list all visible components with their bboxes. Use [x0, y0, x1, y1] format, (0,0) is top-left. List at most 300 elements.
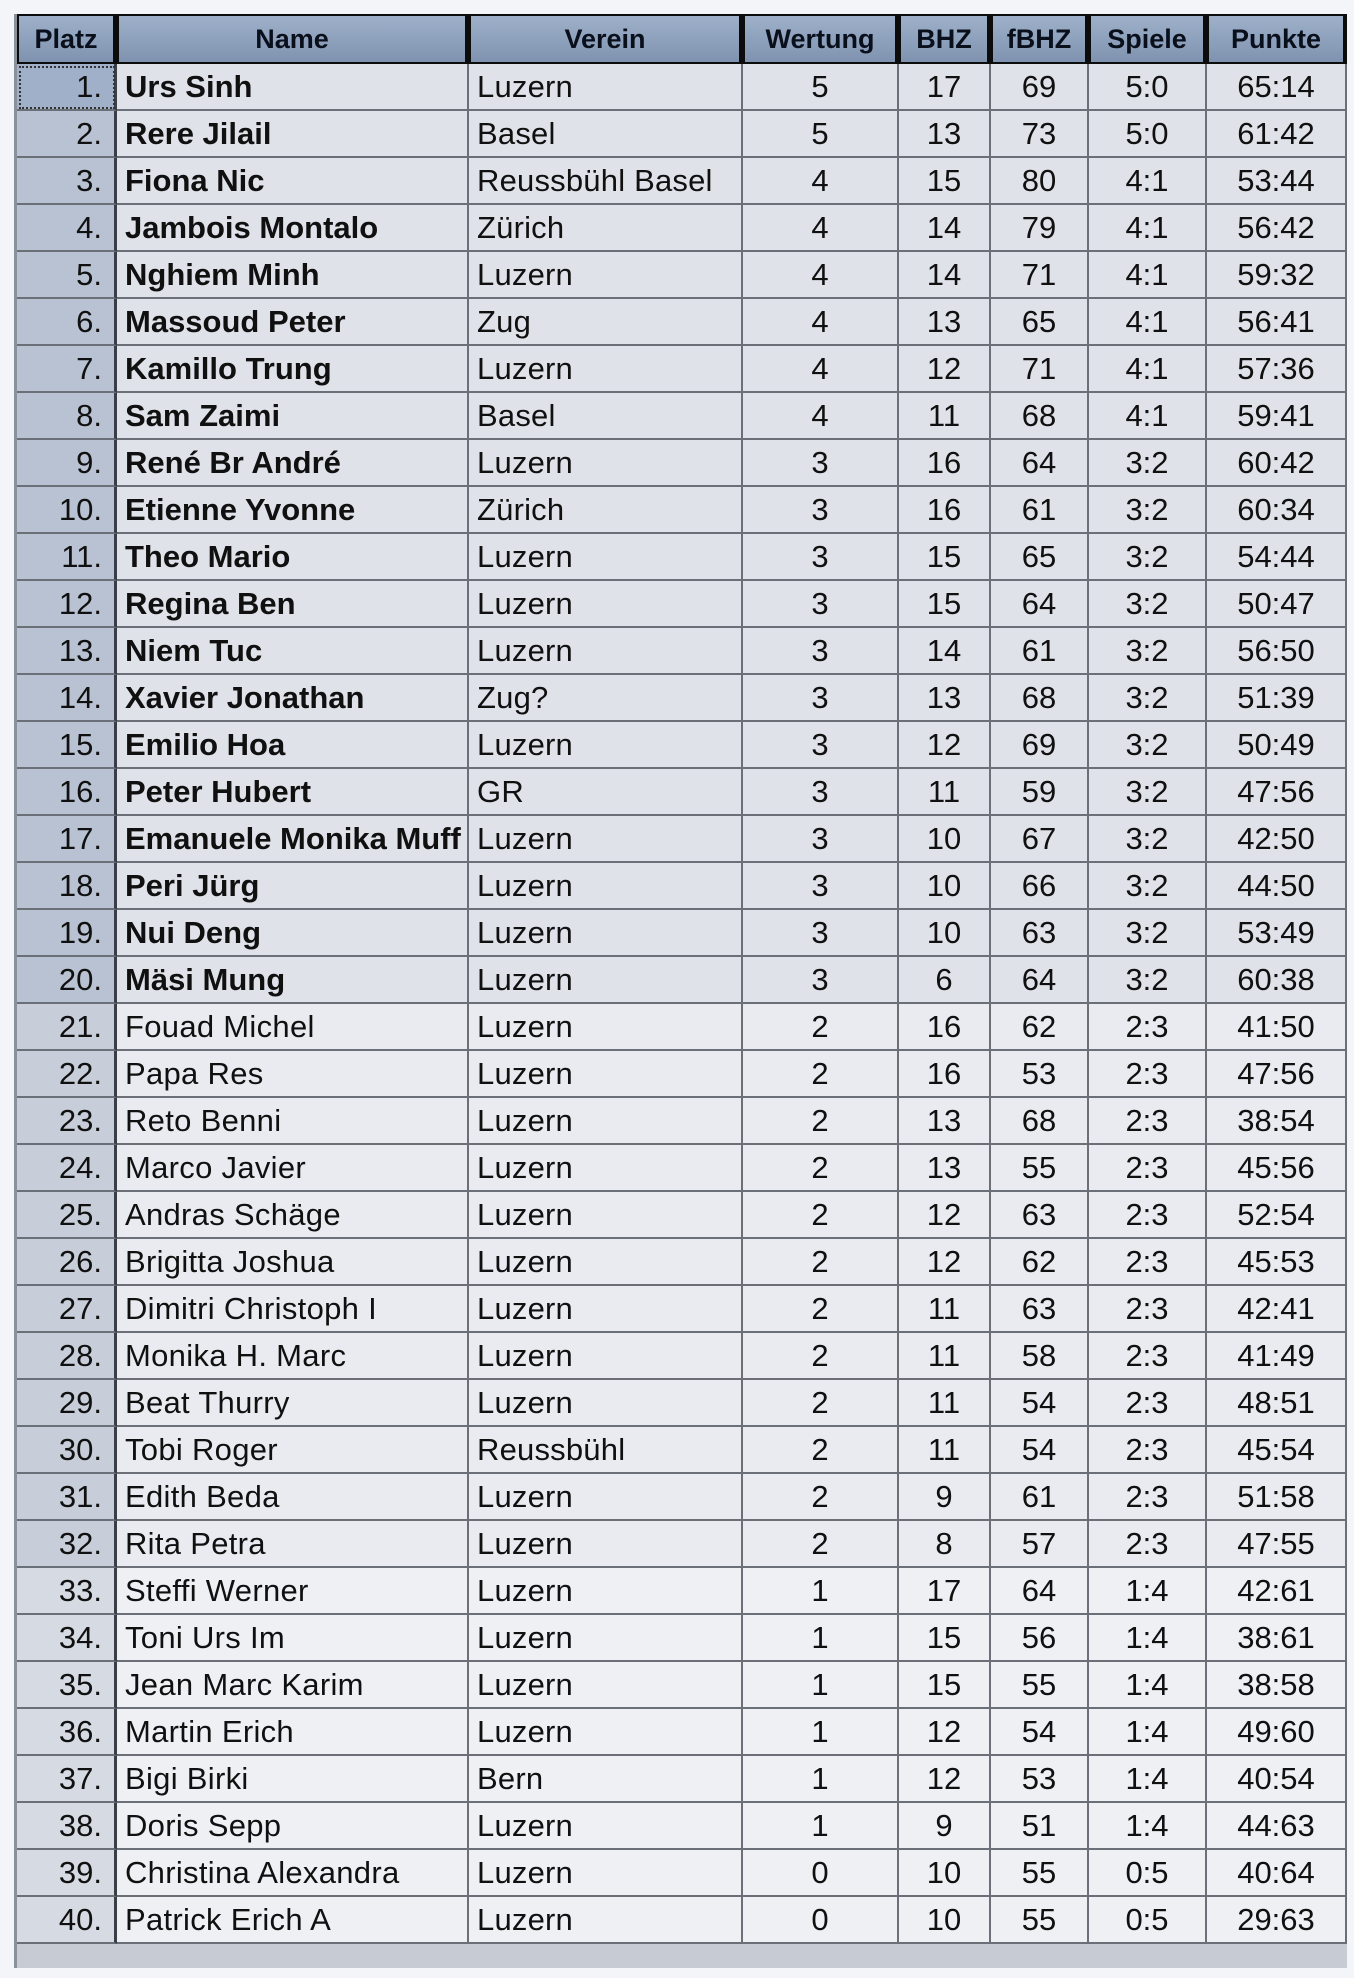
- table-row[interactable]: [17, 534, 1347, 581]
- cell-platz: 40.: [17, 1897, 117, 1944]
- cell-name: Emilio Hoa: [117, 722, 469, 769]
- cell-fbhz: 71: [991, 346, 1089, 393]
- cell-spiele: 2:3: [1089, 1192, 1207, 1239]
- cell-fbhz: 71: [991, 252, 1089, 299]
- cell-platz: 25.: [17, 1192, 117, 1239]
- cell-punkte: 45:53: [1207, 1239, 1347, 1286]
- cell-name: Edith Beda: [117, 1474, 469, 1521]
- table-row[interactable]: [17, 487, 1347, 534]
- cell-wertung: 3: [743, 628, 899, 675]
- cell-name: Papa Res: [117, 1051, 469, 1098]
- cell-spiele: 2:3: [1089, 1427, 1207, 1474]
- cell-platz: 32.: [17, 1521, 117, 1568]
- cell-name: Reto Benni: [117, 1098, 469, 1145]
- cell-wertung: 1: [743, 1756, 899, 1803]
- cell-bhz: 13: [899, 299, 991, 346]
- cell-verein: Luzern: [469, 1662, 743, 1709]
- table-row[interactable]: [17, 440, 1347, 487]
- cell-platz: 14.: [17, 675, 117, 722]
- table-row[interactable]: [17, 346, 1347, 393]
- cell-bhz: 13: [899, 1098, 991, 1145]
- cell-platz: 21.: [17, 1004, 117, 1051]
- cell-bhz: 10: [899, 863, 991, 910]
- cell-verein: Luzern: [469, 1333, 743, 1380]
- table-row[interactable]: [17, 252, 1347, 299]
- cell-verein: Luzern: [469, 1850, 743, 1897]
- cell-name: Doris Sepp: [117, 1803, 469, 1850]
- cell-spiele: 3:2: [1089, 722, 1207, 769]
- standings-table: [17, 14, 1347, 1944]
- cell-wertung: 4: [743, 346, 899, 393]
- cell-spiele: 2:3: [1089, 1239, 1207, 1286]
- cell-name: Xavier Jonathan: [117, 675, 469, 722]
- column-header-verein[interactable]: Verein: [469, 14, 743, 64]
- cell-verein: Luzern: [469, 1145, 743, 1192]
- column-header-punkte[interactable]: Punkte: [1207, 14, 1347, 64]
- table-row[interactable]: [17, 1380, 1347, 1427]
- table-row[interactable]: [17, 957, 1347, 1004]
- cell-platz: 33.: [17, 1568, 117, 1615]
- cell-name: Theo Mario: [117, 534, 469, 581]
- table-row[interactable]: [17, 1333, 1347, 1380]
- cell-spiele: 3:2: [1089, 769, 1207, 816]
- cell-verein: Luzern: [469, 1098, 743, 1145]
- cell-wertung: 3: [743, 440, 899, 487]
- cell-name: Rere Jilail: [117, 111, 469, 158]
- cell-bhz: 17: [899, 64, 991, 111]
- cell-platz: 26.: [17, 1239, 117, 1286]
- cell-platz: 27.: [17, 1286, 117, 1333]
- cell-fbhz: 62: [991, 1004, 1089, 1051]
- cell-platz: 30.: [17, 1427, 117, 1474]
- table-row[interactable]: [17, 158, 1347, 205]
- cell-spiele: 2:3: [1089, 1145, 1207, 1192]
- cell-bhz: 15: [899, 1662, 991, 1709]
- cell-platz: 38.: [17, 1803, 117, 1850]
- cell-punkte: 49:60: [1207, 1709, 1347, 1756]
- cell-bhz: 9: [899, 1803, 991, 1850]
- cell-fbhz: 62: [991, 1239, 1089, 1286]
- cell-verein: Luzern: [469, 1803, 743, 1850]
- cell-spiele: 4:1: [1089, 299, 1207, 346]
- cell-punkte: 47:56: [1207, 769, 1347, 816]
- cell-bhz: 15: [899, 158, 991, 205]
- cell-fbhz: 65: [991, 299, 1089, 346]
- cell-spiele: 3:2: [1089, 863, 1207, 910]
- cell-name: Fouad Michel: [117, 1004, 469, 1051]
- cell-fbhz: 55: [991, 1662, 1089, 1709]
- cell-punkte: 52:54: [1207, 1192, 1347, 1239]
- cell-bhz: 10: [899, 1850, 991, 1897]
- table-row[interactable]: [17, 1474, 1347, 1521]
- cell-verein: Luzern: [469, 1286, 743, 1333]
- cell-fbhz: 59: [991, 769, 1089, 816]
- cell-punkte: 41:50: [1207, 1004, 1347, 1051]
- cell-wertung: 1: [743, 1662, 899, 1709]
- cell-platz: 39.: [17, 1850, 117, 1897]
- cell-verein: Bern: [469, 1756, 743, 1803]
- cell-platz: 8.: [17, 393, 117, 440]
- table-row[interactable]: [17, 1803, 1347, 1850]
- table-row[interactable]: [17, 816, 1347, 863]
- column-header-spiele[interactable]: Spiele: [1089, 14, 1207, 64]
- cell-verein: Basel: [469, 111, 743, 158]
- cell-spiele: 2:3: [1089, 1333, 1207, 1380]
- cell-spiele: 1:4: [1089, 1709, 1207, 1756]
- cell-name: Monika H. Marc: [117, 1333, 469, 1380]
- cell-name: Emanuele Monika Muff: [117, 816, 469, 863]
- column-header-platz[interactable]: Platz: [17, 14, 117, 64]
- cell-name: Andras Schäge: [117, 1192, 469, 1239]
- cell-platz: 2.: [17, 111, 117, 158]
- cell-wertung: 2: [743, 1286, 899, 1333]
- cell-verein: Luzern: [469, 722, 743, 769]
- cell-fbhz: 64: [991, 957, 1089, 1004]
- cell-bhz: 15: [899, 581, 991, 628]
- table-row[interactable]: [17, 910, 1347, 957]
- cell-spiele: 2:3: [1089, 1098, 1207, 1145]
- cell-wertung: 2: [743, 1427, 899, 1474]
- cell-fbhz: 63: [991, 1286, 1089, 1333]
- cell-platz: 31.: [17, 1474, 117, 1521]
- cell-verein: Luzern: [469, 64, 743, 111]
- cell-wertung: 5: [743, 111, 899, 158]
- column-header-name[interactable]: Name: [117, 14, 469, 64]
- cell-wertung: 3: [743, 534, 899, 581]
- cell-name: Marco Javier: [117, 1145, 469, 1192]
- cell-fbhz: 53: [991, 1756, 1089, 1803]
- cell-fbhz: 80: [991, 158, 1089, 205]
- cell-verein: Luzern: [469, 957, 743, 1004]
- cell-spiele: 1:4: [1089, 1568, 1207, 1615]
- cell-bhz: 11: [899, 393, 991, 440]
- cell-spiele: 2:3: [1089, 1521, 1207, 1568]
- cell-verein: Zürich: [469, 205, 743, 252]
- cell-spiele: 5:0: [1089, 64, 1207, 111]
- cell-verein: Luzern: [469, 252, 743, 299]
- cell-wertung: 3: [743, 910, 899, 957]
- cell-punkte: 60:34: [1207, 487, 1347, 534]
- table-row[interactable]: [17, 675, 1347, 722]
- cell-bhz: 13: [899, 1145, 991, 1192]
- cell-platz: 6.: [17, 299, 117, 346]
- cell-fbhz: 65: [991, 534, 1089, 581]
- cell-wertung: 0: [743, 1850, 899, 1897]
- cell-bhz: 8: [899, 1521, 991, 1568]
- cell-bhz: 13: [899, 111, 991, 158]
- cell-verein: Luzern: [469, 1897, 743, 1944]
- cell-spiele: 2:3: [1089, 1051, 1207, 1098]
- cell-name: Mäsi Mung: [117, 957, 469, 1004]
- cell-bhz: 16: [899, 440, 991, 487]
- cell-name: Urs Sinh: [117, 64, 469, 111]
- cell-verein: Basel: [469, 393, 743, 440]
- cell-punkte: 53:49: [1207, 910, 1347, 957]
- table-body: [17, 64, 1347, 1944]
- cell-spiele: 2:3: [1089, 1004, 1207, 1051]
- cell-bhz: 11: [899, 1333, 991, 1380]
- cell-verein: Luzern: [469, 534, 743, 581]
- column-header-wertung[interactable]: Wertung: [743, 14, 899, 64]
- table-row[interactable]: [17, 1098, 1347, 1145]
- cell-fbhz: 61: [991, 1474, 1089, 1521]
- cell-spiele: 1:4: [1089, 1756, 1207, 1803]
- cell-fbhz: 54: [991, 1709, 1089, 1756]
- cell-bhz: 14: [899, 205, 991, 252]
- cell-fbhz: 64: [991, 581, 1089, 628]
- cell-spiele: 3:2: [1089, 487, 1207, 534]
- cell-platz: 12.: [17, 581, 117, 628]
- cell-name: Toni Urs Im: [117, 1615, 469, 1662]
- cell-wertung: 3: [743, 581, 899, 628]
- cell-spiele: 4:1: [1089, 205, 1207, 252]
- cell-punkte: 45:56: [1207, 1145, 1347, 1192]
- cell-wertung: 1: [743, 1803, 899, 1850]
- table-row[interactable]: [17, 1239, 1347, 1286]
- table-row[interactable]: [17, 769, 1347, 816]
- cell-spiele: 3:2: [1089, 440, 1207, 487]
- table-row[interactable]: [17, 299, 1347, 346]
- cell-name: Nghiem Minh: [117, 252, 469, 299]
- cell-punkte: 60:38: [1207, 957, 1347, 1004]
- cell-platz: 29.: [17, 1380, 117, 1427]
- cell-bhz: 10: [899, 910, 991, 957]
- cell-bhz: 15: [899, 1615, 991, 1662]
- column-header-fbhz[interactable]: fBHZ: [991, 14, 1089, 64]
- cell-wertung: 3: [743, 675, 899, 722]
- cell-platz: 23.: [17, 1098, 117, 1145]
- cell-name: Kamillo Trung: [117, 346, 469, 393]
- cell-platz: 15.: [17, 722, 117, 769]
- cell-punkte: 65:14: [1207, 64, 1347, 111]
- cell-name: René Br André: [117, 440, 469, 487]
- cell-wertung: 4: [743, 158, 899, 205]
- cell-wertung: 4: [743, 299, 899, 346]
- cell-wertung: 5: [743, 64, 899, 111]
- cell-spiele: 4:1: [1089, 158, 1207, 205]
- cell-bhz: 12: [899, 1239, 991, 1286]
- table-row[interactable]: [17, 1521, 1347, 1568]
- cell-verein: GR: [469, 769, 743, 816]
- cell-wertung: 0: [743, 1897, 899, 1944]
- cell-name: Etienne Yvonne: [117, 487, 469, 534]
- cell-punkte: 40:54: [1207, 1756, 1347, 1803]
- cell-punkte: 44:63: [1207, 1803, 1347, 1850]
- table-row[interactable]: [17, 1004, 1347, 1051]
- cell-bhz: 17: [899, 1568, 991, 1615]
- cell-punkte: 41:49: [1207, 1333, 1347, 1380]
- cell-spiele: 2:3: [1089, 1474, 1207, 1521]
- cell-fbhz: 55: [991, 1897, 1089, 1944]
- table-row[interactable]: [17, 1756, 1347, 1803]
- cell-wertung: 2: [743, 1051, 899, 1098]
- table-row[interactable]: [17, 1427, 1347, 1474]
- cell-bhz: 12: [899, 722, 991, 769]
- cell-platz: 37.: [17, 1756, 117, 1803]
- cell-wertung: 2: [743, 1145, 899, 1192]
- cell-bhz: 14: [899, 628, 991, 675]
- cell-bhz: 12: [899, 1192, 991, 1239]
- cell-verein: Luzern: [469, 1239, 743, 1286]
- cell-name: Regina Ben: [117, 581, 469, 628]
- cell-punkte: 38:54: [1207, 1098, 1347, 1145]
- cell-name: Fiona Nic: [117, 158, 469, 205]
- cell-verein: Zug: [469, 299, 743, 346]
- cell-wertung: 1: [743, 1615, 899, 1662]
- cell-wertung: 2: [743, 1239, 899, 1286]
- cell-platz: 35.: [17, 1662, 117, 1709]
- cell-wertung: 3: [743, 863, 899, 910]
- cell-name: Bigi Birki: [117, 1756, 469, 1803]
- cell-fbhz: 53: [991, 1051, 1089, 1098]
- cell-spiele: 1:4: [1089, 1662, 1207, 1709]
- table-row[interactable]: [17, 863, 1347, 910]
- cell-punkte: 38:61: [1207, 1615, 1347, 1662]
- cell-fbhz: 79: [991, 205, 1089, 252]
- cell-fbhz: 64: [991, 1568, 1089, 1615]
- table-row[interactable]: [17, 1192, 1347, 1239]
- table-row[interactable]: [17, 581, 1347, 628]
- cell-fbhz: 63: [991, 910, 1089, 957]
- cell-verein: Luzern: [469, 910, 743, 957]
- table-row[interactable]: [17, 205, 1347, 252]
- cell-spiele: 0:5: [1089, 1850, 1207, 1897]
- column-header-bhz[interactable]: BHZ: [899, 14, 991, 64]
- cell-wertung: 3: [743, 769, 899, 816]
- cell-wertung: 2: [743, 1333, 899, 1380]
- cell-wertung: 2: [743, 1098, 899, 1145]
- cell-name: Christina Alexandra: [117, 1850, 469, 1897]
- table-row[interactable]: [17, 393, 1347, 440]
- cell-wertung: 4: [743, 252, 899, 299]
- cell-bhz: 16: [899, 1051, 991, 1098]
- table-row[interactable]: [17, 722, 1347, 769]
- cell-platz: 16.: [17, 769, 117, 816]
- cell-bhz: 10: [899, 1897, 991, 1944]
- cell-fbhz: 55: [991, 1850, 1089, 1897]
- cell-fbhz: 63: [991, 1192, 1089, 1239]
- cell-punkte: 47:55: [1207, 1521, 1347, 1568]
- cell-fbhz: 67: [991, 816, 1089, 863]
- cell-platz: 18.: [17, 863, 117, 910]
- cell-punkte: 51:39: [1207, 675, 1347, 722]
- cell-verein: Luzern: [469, 628, 743, 675]
- cell-wertung: 4: [743, 205, 899, 252]
- cell-wertung: 2: [743, 1521, 899, 1568]
- cell-bhz: 9: [899, 1474, 991, 1521]
- cell-wertung: 4: [743, 393, 899, 440]
- cell-name: Beat Thurry: [117, 1380, 469, 1427]
- cell-punkte: 59:41: [1207, 393, 1347, 440]
- table-row[interactable]: [17, 1662, 1347, 1709]
- cell-spiele: 5:0: [1089, 111, 1207, 158]
- table-row[interactable]: [17, 1897, 1347, 1944]
- cell-punkte: 42:61: [1207, 1568, 1347, 1615]
- cell-fbhz: 68: [991, 393, 1089, 440]
- cell-name: Peter Hubert: [117, 769, 469, 816]
- cell-spiele: 3:2: [1089, 816, 1207, 863]
- cell-spiele: 3:2: [1089, 534, 1207, 581]
- cell-verein: Luzern: [469, 1051, 743, 1098]
- table-header: [17, 14, 1347, 64]
- cell-punkte: 54:44: [1207, 534, 1347, 581]
- table-row[interactable]: [17, 1051, 1347, 1098]
- cell-spiele: 0:5: [1089, 1897, 1207, 1944]
- cell-platz: 7.: [17, 346, 117, 393]
- cell-wertung: 3: [743, 487, 899, 534]
- cell-punkte: 61:42: [1207, 111, 1347, 158]
- cell-bhz: 12: [899, 346, 991, 393]
- cell-platz: 13.: [17, 628, 117, 675]
- table-row[interactable]: [17, 1709, 1347, 1756]
- cell-verein: Luzern: [469, 1380, 743, 1427]
- cell-verein: Zug?: [469, 675, 743, 722]
- cell-wertung: 3: [743, 816, 899, 863]
- cell-wertung: 3: [743, 722, 899, 769]
- table-row[interactable]: [17, 628, 1347, 675]
- cell-fbhz: 69: [991, 722, 1089, 769]
- cell-punkte: 50:47: [1207, 581, 1347, 628]
- cell-verein: Luzern: [469, 1615, 743, 1662]
- cell-name: Sam Zaimi: [117, 393, 469, 440]
- cell-bhz: 10: [899, 816, 991, 863]
- cell-fbhz: 66: [991, 863, 1089, 910]
- cell-bhz: 16: [899, 1004, 991, 1051]
- cell-punkte: 48:51: [1207, 1380, 1347, 1427]
- cell-fbhz: 73: [991, 111, 1089, 158]
- cell-spiele: 4:1: [1089, 252, 1207, 299]
- cell-spiele: 2:3: [1089, 1286, 1207, 1333]
- cell-name: Massoud Peter: [117, 299, 469, 346]
- cell-verein: Luzern: [469, 863, 743, 910]
- cell-spiele: 3:2: [1089, 675, 1207, 722]
- table-row[interactable]: [17, 1286, 1347, 1333]
- cell-fbhz: 61: [991, 628, 1089, 675]
- cell-spiele: 3:2: [1089, 581, 1207, 628]
- cell-platz: 19.: [17, 910, 117, 957]
- cell-verein: Luzern: [469, 816, 743, 863]
- table-row[interactable]: [17, 64, 1347, 111]
- cell-fbhz: 54: [991, 1427, 1089, 1474]
- cell-punkte: 29:63: [1207, 1897, 1347, 1944]
- cell-bhz: 6: [899, 957, 991, 1004]
- cell-spiele: 3:2: [1089, 910, 1207, 957]
- cell-verein: Luzern: [469, 1568, 743, 1615]
- cell-bhz: 15: [899, 534, 991, 581]
- cell-punkte: 59:32: [1207, 252, 1347, 299]
- table-row[interactable]: [17, 111, 1347, 158]
- cell-punkte: 56:50: [1207, 628, 1347, 675]
- cell-wertung: 2: [743, 1192, 899, 1239]
- cell-punkte: 42:50: [1207, 816, 1347, 863]
- table-row[interactable]: [17, 1568, 1347, 1615]
- cell-platz: 17.: [17, 816, 117, 863]
- table-row[interactable]: [17, 1850, 1347, 1897]
- cell-platz: 24.: [17, 1145, 117, 1192]
- cell-fbhz: 58: [991, 1333, 1089, 1380]
- cell-bhz: 16: [899, 487, 991, 534]
- cell-punkte: 51:58: [1207, 1474, 1347, 1521]
- cell-platz: 34.: [17, 1615, 117, 1662]
- cell-name: Jambois Montalo: [117, 205, 469, 252]
- cell-bhz: 11: [899, 769, 991, 816]
- cell-platz: 10.: [17, 487, 117, 534]
- table-row[interactable]: [17, 1615, 1347, 1662]
- cell-platz: 36.: [17, 1709, 117, 1756]
- cell-fbhz: 61: [991, 487, 1089, 534]
- cell-punkte: 56:42: [1207, 205, 1347, 252]
- table-row[interactable]: [17, 1145, 1347, 1192]
